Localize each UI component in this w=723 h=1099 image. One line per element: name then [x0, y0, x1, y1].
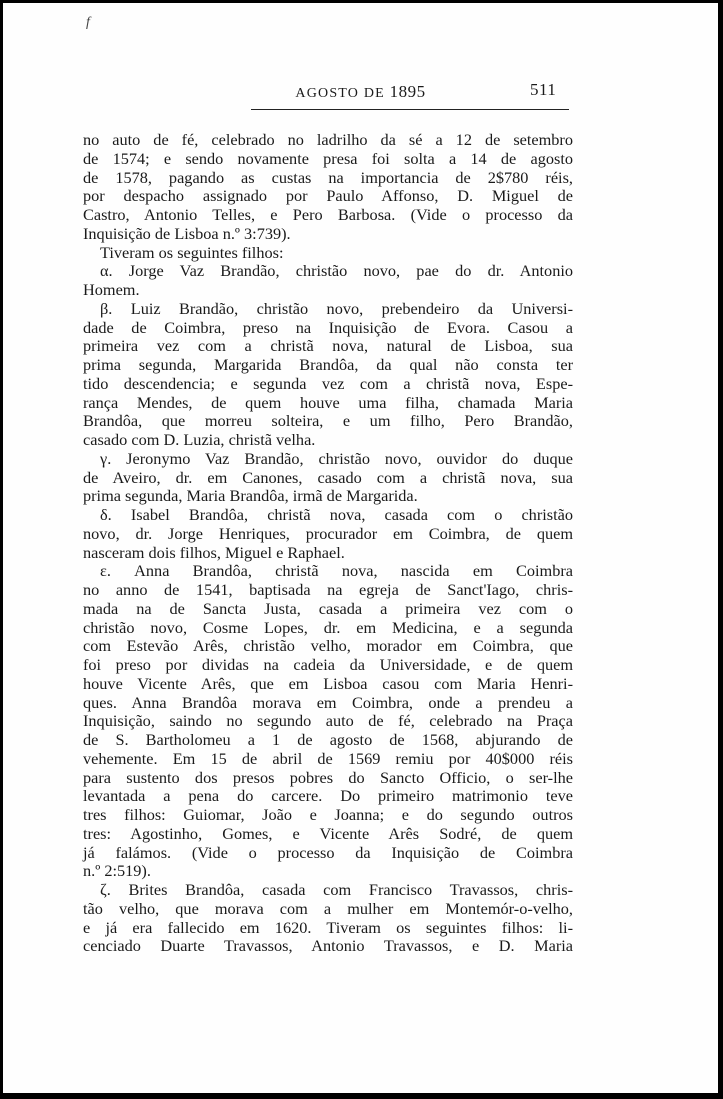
text-line: novo, dr. Jorge Henriques, procurador em Coimbra, de quem — [83, 523, 573, 543]
text-line: prima segunda, Maria Brandôa, irmã de Margarida. — [83, 486, 418, 506]
text-line: dade de Coimbra, preso na Inquisição de Evora. Casou a — [83, 317, 573, 337]
text-line: já falámos. (Vide o processo da Inquisição de Coimbra — [83, 842, 573, 862]
text-line: cenciado Duarte Travassos, Antonio Travassos, e D. Maria — [83, 936, 573, 956]
text-line: Inquisição, saindo no segundo auto de fé, celebrado na Praça — [83, 711, 573, 731]
text-line: ζ. Brites Brandôa, casada com Francisco Travassos, chris- — [100, 880, 573, 899]
text-line: de 1578, pagando as custas na importancia de 2$780 réis, — [83, 167, 573, 187]
text-line: levantada a pena do carcere. Do primeiro matrimonio teve — [83, 786, 573, 806]
page-number: 511 — [530, 80, 557, 99]
text-line: Brandôa, que morreu solteira, e um filho, Pero Brandão, — [83, 411, 573, 431]
text-line: ε. Anna Brandôa, christã nova, nascida em Coimbra — [100, 561, 573, 581]
text-line: no anno de 1541, baptisada na egreja de Sanct'Iago, chris- — [83, 580, 573, 599]
body-text — [83, 131, 573, 956]
text-line: mada na de Sancta Justa, casada a primeira vez com o — [83, 598, 573, 618]
text-line: n.º 2:519). — [83, 861, 151, 881]
text-line: β. Luiz Brandão, christão novo, prebendeiro da Universi- — [100, 298, 573, 318]
header-rule — [251, 109, 569, 110]
text-line: tres filhos: Guiomar, João e Joanna; e do segundo outros — [83, 805, 573, 824]
text-line: Castro, Antonio Telles, e Pero Barbosa. (Vide o processo da — [83, 205, 573, 224]
text-line: ques. Anna Brandôa morava em Coimbra, onde a prendeu a — [83, 692, 573, 712]
text-line: para sustento dos presos pobres do Sancto Officio, o ser-lhe — [83, 767, 573, 787]
text-line: com Estevão Arês, christão velho, morador em Coimbra, que — [83, 636, 573, 656]
text-line: tão velho, que morava com a mulher em Montemór-o-velho, — [83, 898, 573, 918]
text-line: de Aveiro, dr. em Canones, casado com a christã nova, sua — [83, 467, 573, 487]
running-head: AGOSTO DE 1895 — [295, 82, 426, 101]
text-line: vehemente. Em 15 de abril de 1569 remiu por 40$000 réis — [83, 748, 573, 768]
text-line: no auto de fé, celebrado no ladrilho da sé a 12 de setembro — [83, 130, 573, 149]
text-line: tres: Agostinho, Gomes, e Vicente Arês Sodré, de quem — [83, 823, 573, 843]
text-line: Homem. — [83, 280, 140, 299]
text-line: Tiveram os seguintes filhos: — [100, 242, 284, 262]
text-line: christão novo, Cosme Lopes, dr. em Medicina, e a segunda — [83, 617, 573, 637]
text-line: e já era fallecido em 1620. Tiveram os seguintes filhos: li- — [83, 917, 573, 937]
text-line: Inquisição de Lisboa n.º 3:739). — [83, 223, 291, 243]
text-line: primeira vez com a christã nova, natural de Lisboa, sua — [83, 336, 573, 356]
text-line: rança Mendes, de quem houve uma filha, chamada Maria — [83, 392, 573, 412]
text-line: houve Vicente Arês, que em Lisboa casou com Maria Henri- — [83, 673, 573, 693]
text-line: de S. Bartholomeu a 1 de agosto de 1568, abjurando de — [83, 730, 573, 749]
margin-mark: f — [86, 15, 90, 30]
text-line: nasceram dois filhos, Miguel e Raphael. — [83, 542, 345, 562]
text-line: foi preso por dividas na cadeia da Universidade, e de quem — [83, 655, 573, 674]
book-page — [3, 3, 718, 1093]
text-line: tido descendencia; e segunda vez com a christã nova, Espe- — [83, 373, 573, 393]
text-line: de 1574; e sendo novamente presa foi solta a 14 de agosto — [83, 148, 573, 168]
text-line: prima segunda, Margarida Brandôa, da qual não consta ter — [83, 355, 573, 374]
text-line: por despacho assignado por Paulo Affonso, D. Miguel de — [83, 186, 573, 206]
text-line: α. Jorge Vaz Brandão, christão novo, pae do dr. Antonio — [100, 261, 573, 281]
text-line: casado com D. Luzia, christã velha. — [83, 430, 316, 449]
text-line: γ. Jeronymo Vaz Brandão, christão novo, ouvidor do duque — [100, 448, 573, 468]
text-line: δ. Isabel Brandôa, christã nova, casada com o christão — [100, 505, 573, 524]
